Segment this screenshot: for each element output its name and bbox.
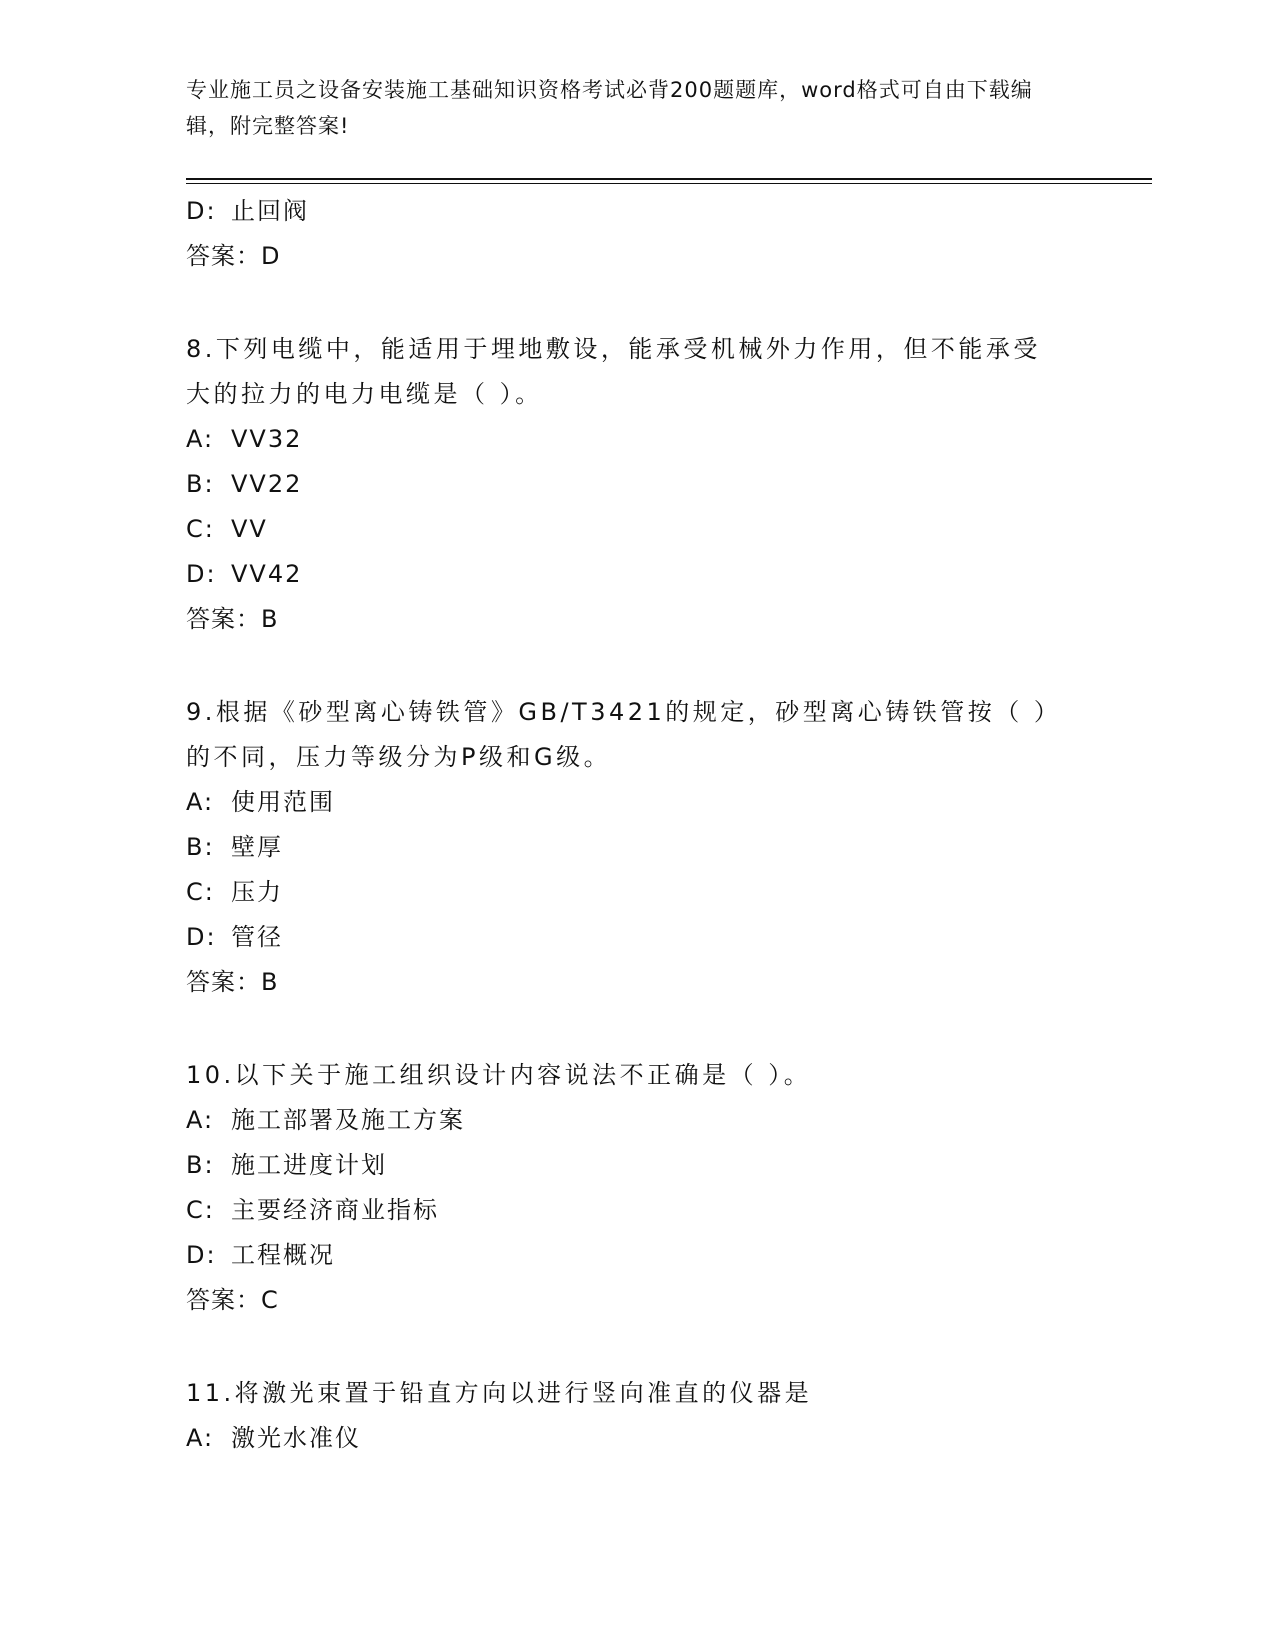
option-text: 使用范围 <box>231 788 335 816</box>
option-text: 激光水准仪 <box>231 1424 361 1452</box>
option-text: 工程概况 <box>231 1241 335 1269</box>
option-item <box>186 417 1066 462</box>
option-text: 施工部署及施工方案 <box>231 1106 465 1134</box>
option-text: VV <box>231 515 268 543</box>
question-text: 9.根据《砂型离心铸铁管》GB/T3421的规定，砂型离心铸铁管按（ ）的不同，压力等级分为P级和G级。 <box>186 698 1062 771</box>
question-text: 10.以下关于施工组织设计内容说法不正确是（ ）。 <box>186 1061 812 1089</box>
option-item <box>186 780 1066 825</box>
option-text: 止回阀 <box>231 197 309 225</box>
option-letter: B: <box>186 470 215 498</box>
option-item <box>186 507 1066 552</box>
question-block <box>186 1053 1066 1323</box>
option-text: 主要经济商业指标 <box>231 1196 439 1224</box>
option-letter: A: <box>186 1424 215 1452</box>
option-item <box>186 462 1066 507</box>
option-letter: C: <box>186 515 215 543</box>
option-item <box>186 870 1066 915</box>
question-block <box>186 1371 1066 1461</box>
question-list <box>186 189 1066 1461</box>
answer-line: 答案：C <box>186 1286 279 1314</box>
option-item <box>186 1098 1066 1143</box>
option-text: VV22 <box>231 470 303 498</box>
header-rule-thin <box>186 183 1152 184</box>
option-item <box>186 915 1066 960</box>
answer-line: 答案：B <box>186 605 279 633</box>
page-header: 专业施工员之设备安装施工基础知识资格考试必背200题题库，word格式可自由下载编辑，附完整答案! <box>186 78 1033 138</box>
option-text: 壁厚 <box>231 833 283 861</box>
option-text: 压力 <box>231 878 283 906</box>
option-text: 管径 <box>231 923 283 951</box>
question-block <box>186 327 1066 642</box>
option-letter: B: <box>186 1151 215 1179</box>
option-text: VV32 <box>231 425 303 453</box>
answer-line: 答案：D <box>186 242 281 270</box>
option-letter: D: <box>186 1241 217 1269</box>
option-item <box>186 1233 1066 1278</box>
answer-line: 答案：B <box>186 968 279 996</box>
question-text: 11.将激光束置于铅直方向以进行竖向准直的仪器是 <box>186 1379 813 1407</box>
option-letter: C: <box>186 878 215 906</box>
option-text: 施工进度计划 <box>231 1151 387 1179</box>
option-letter: A: <box>186 425 215 453</box>
option-item <box>186 189 1066 234</box>
option-item <box>186 1188 1066 1233</box>
option-item <box>186 1416 1066 1461</box>
option-item <box>186 552 1066 597</box>
option-letter: D: <box>186 197 217 225</box>
option-letter: D: <box>186 560 217 588</box>
option-letter: A: <box>186 1106 215 1134</box>
option-letter: D: <box>186 923 217 951</box>
option-item <box>186 825 1066 870</box>
option-letter: A: <box>186 788 215 816</box>
prev-question <box>186 189 1066 279</box>
option-text: VV42 <box>231 560 303 588</box>
option-letter: B: <box>186 833 215 861</box>
option-item <box>186 1143 1066 1188</box>
question-text: 8.下列电缆中，能适用于埋地敷设，能承受机械外力作用，但不能承受大的拉力的电力电缆是（ ）。 <box>186 335 1041 408</box>
option-letter: C: <box>186 1196 215 1224</box>
header-rule-thick <box>186 178 1152 180</box>
question-block <box>186 690 1066 1005</box>
